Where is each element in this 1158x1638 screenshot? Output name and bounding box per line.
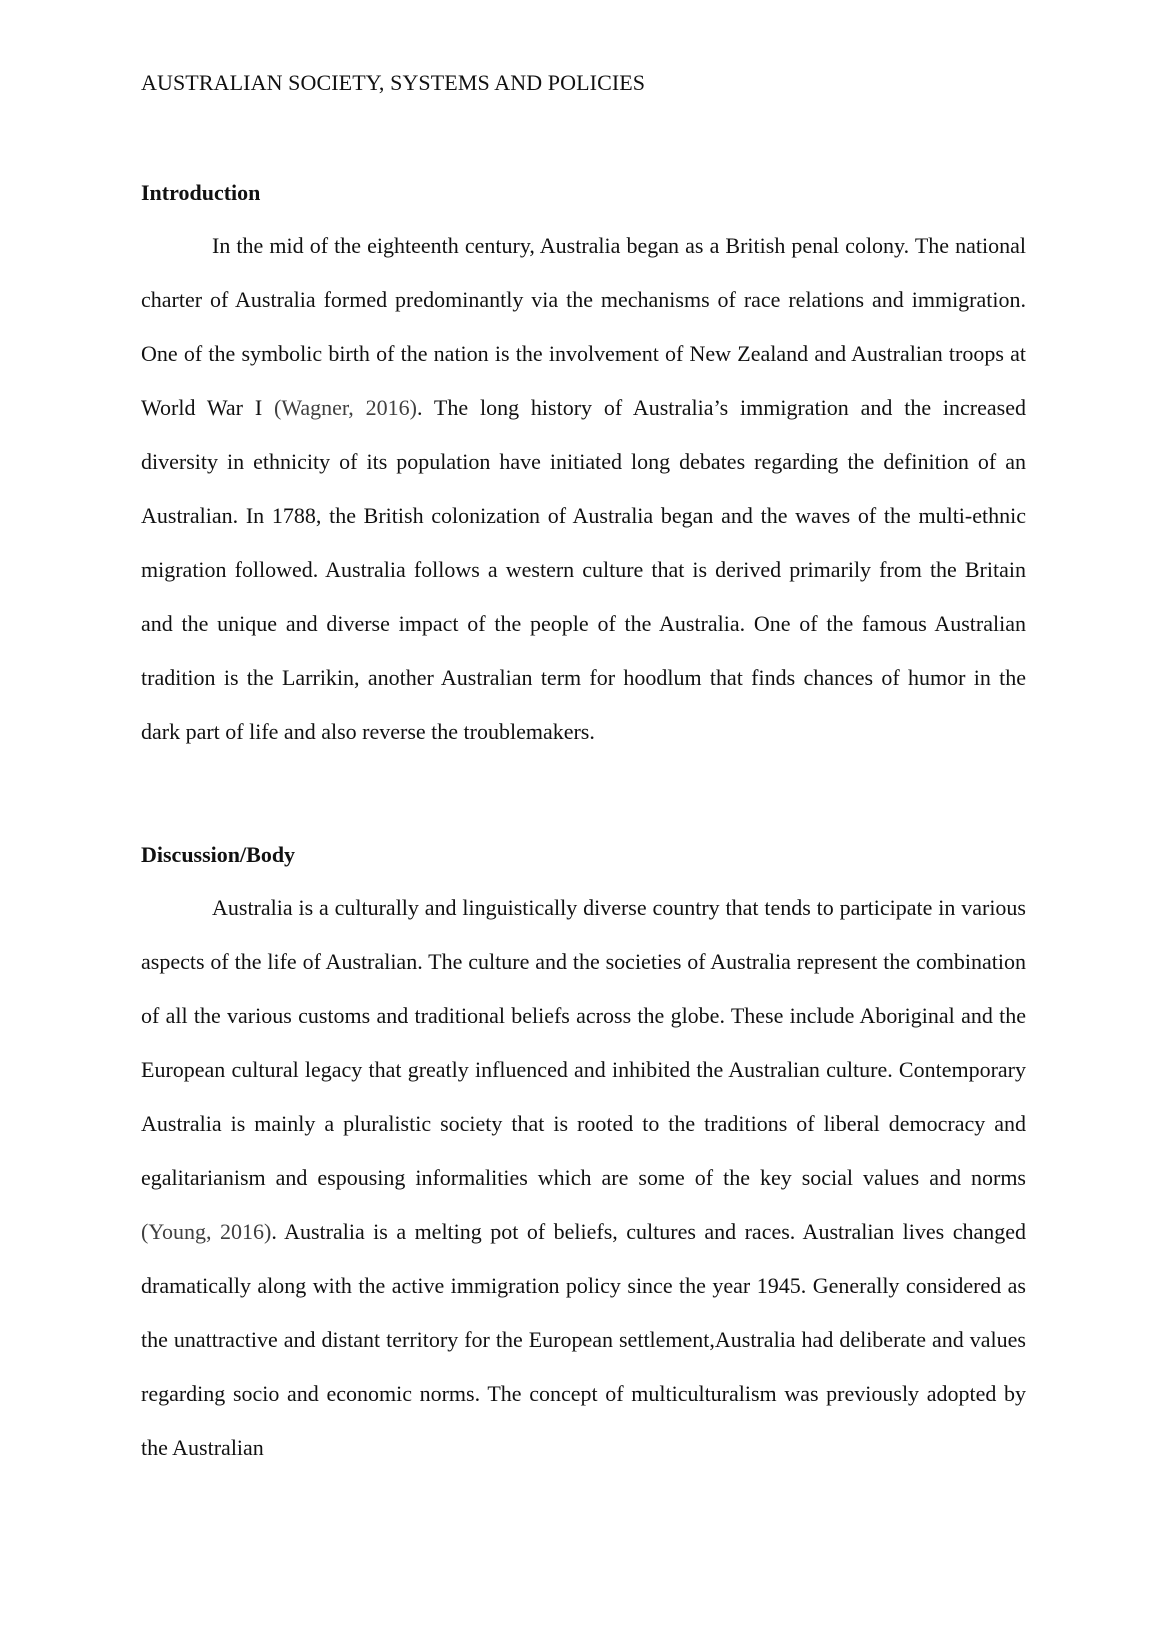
citation-young-2016: (Young, 2016) [141, 1219, 272, 1244]
discussion-paragraph [141, 881, 1026, 1475]
introduction-text-part-1: In the mid of the eighteenth century, Australia began as a British penal colony. The national charter of Australia formed predominantly via the mechanisms of race relations and immigration. One of the symbolic birth of the nation is the involvement of New Zealand and Australian troops at World War I [141, 233, 1026, 420]
discussion-text-part-2: . Australia is a melting pot of beliefs, cultures and races. Australian lives changed dramatically along with the active immigration policy since the year 1945. Generally considered as the unattractive and distant territory for the European settlement,Australia had deliberate and values regarding socio and economic norms. The concept of multiculturalism was previously adopted by the Australian [141, 1219, 1026, 1460]
running-head: AUSTRALIAN SOCIETY, SYSTEMS AND POLICIES [141, 70, 646, 95]
section-heading-discussion: Discussion/Body [141, 842, 296, 867]
introduction-text-part-2: . The long history of Australia’s immigration and the increased diversity in ethnicity of its population have initiated long debates regarding the definition of an Australian. In 1788, the British colonization of Australia began and the waves of the multi-ethnic migration followed. Australia follows a western culture that is derived primarily from the Britain and the unique and diverse impact of the people of the Australia. One of the famous Australian tradition is the Larrikin, another Australian term for hoodlum that finds chances of humor in the dark part of life and also reverse the troublemakers. [141, 395, 1026, 744]
citation-wagner-2016: (Wagner, 2016) [274, 395, 417, 420]
section-heading-introduction: Introduction [141, 180, 261, 205]
introduction-paragraph [141, 219, 1026, 759]
discussion-text-part-1: Australia is a culturally and linguistically diverse country that tends to participate in various aspects of the life of Australian. The culture and the societies of Australia represent the combination of all the various customs and traditional beliefs across the globe. These include Aboriginal and the European cultural legacy that greatly influenced and inhibited the Australian culture. Contemporary Australia is mainly a pluralistic society that is rooted to the traditions of liberal democracy and egalitarianism and espousing informalities which are some of the key social values and norms [141, 895, 1026, 1190]
